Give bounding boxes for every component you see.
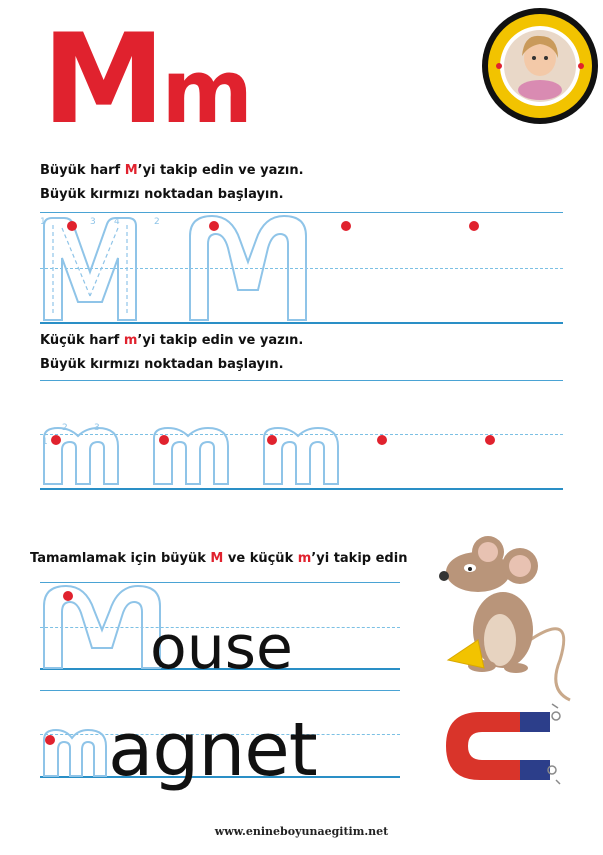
word-mouse-rest: ouse — [150, 613, 293, 683]
stroke-number: 1 — [40, 217, 46, 227]
instruction-text: ve küçük — [223, 551, 298, 566]
instruction-letter: M — [124, 163, 138, 178]
stroke-number: 1 — [42, 437, 48, 447]
traced-uppercase-m — [190, 216, 306, 320]
mouse-illustration — [439, 536, 570, 700]
stroke-number: 2 — [62, 423, 68, 433]
instruction-text: ’yi takip edin — [311, 551, 408, 566]
instruction-text: ’yi takip edin ve yazın. — [137, 163, 304, 178]
start-dot — [267, 435, 277, 445]
title-lowercase-letter: m — [161, 40, 250, 143]
start-dot — [63, 591, 73, 601]
stroke-number: 3 — [90, 217, 96, 227]
magnet-illustration — [446, 704, 560, 784]
stroke-number: 2 — [154, 217, 160, 227]
start-dot — [45, 735, 55, 745]
traced-uppercase-m-with-arrows — [44, 218, 136, 320]
instruction-text: Tamamlamak için büyük — [30, 551, 211, 566]
start-dot — [341, 221, 351, 231]
instruction-uppercase-line2: Büyük kırmızı noktadan başlayın. — [40, 187, 284, 202]
stroke-number: 3 — [94, 423, 100, 433]
title-uppercase-letter: M — [42, 8, 162, 152]
instruction-letter: m — [123, 333, 138, 348]
instruction-letter: M — [210, 551, 224, 566]
instruction-text: Küçük harf — [40, 333, 124, 348]
start-dot — [485, 435, 495, 445]
start-dot — [159, 435, 169, 445]
instruction-text: ’yi takip edin ve yazın. — [137, 333, 304, 348]
start-dot — [377, 435, 387, 445]
stroke-number: 4 — [114, 217, 120, 227]
start-dot — [469, 221, 479, 231]
start-dot — [209, 221, 219, 231]
footer-website: www.enineboyunaegitim.net — [214, 825, 389, 838]
instruction-lowercase-line2: Büyük kırmızı noktadan başlayın. — [40, 357, 284, 372]
instruction-text: Büyük harf — [40, 163, 125, 178]
instruction-letter: m — [297, 551, 312, 566]
traced-uppercase-m-mouse — [44, 586, 160, 668]
word-magnet-rest: agnet — [108, 707, 317, 793]
start-dot — [51, 435, 61, 445]
start-dot — [67, 221, 77, 231]
